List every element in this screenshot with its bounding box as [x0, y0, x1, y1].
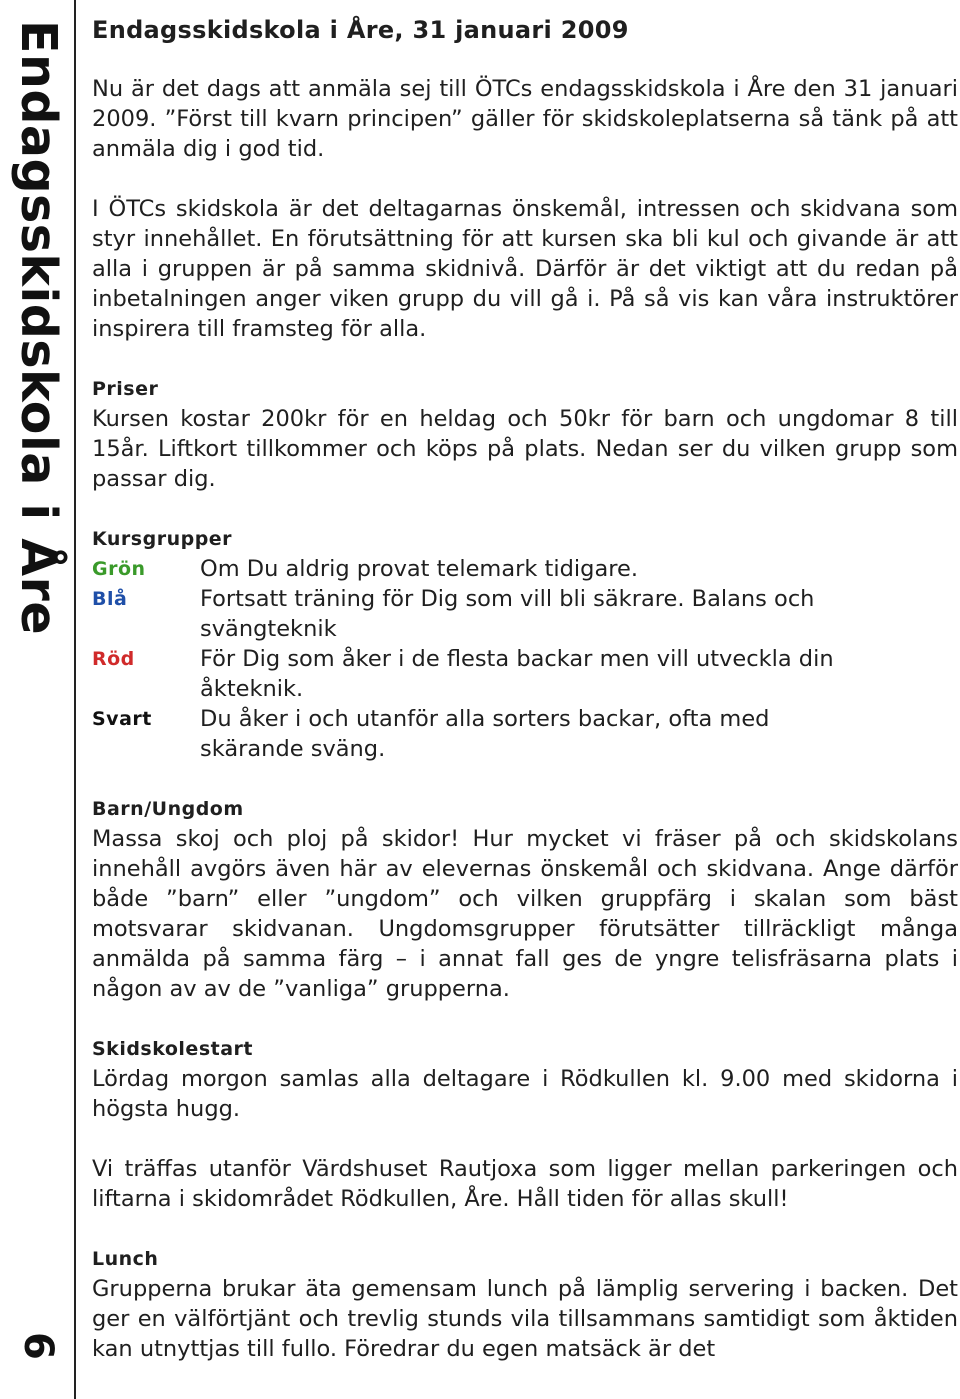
groups-heading: Kursgrupper	[92, 528, 233, 550]
group-row-blue	[92, 584, 958, 644]
group-name-black: Svart	[92, 708, 152, 730]
lunch-paragraph: Grupperna brukar äta gemensam lunch på lämplig servering i backen. Det ger en välförtjänt och trevlig stunds vila tillsammans samtidigt som åktiden kan utnyttjas till fullo. Föredrar du egen matsäck är det	[92, 1276, 958, 1362]
start-paragraph-1: Lördag morgon samlas alla deltagare i Rödkullen kl. 9.00 med skidorna i högsta hugg.	[92, 1066, 958, 1122]
group-desc-black: Du åker i och utanför alla sorters backar, ofta med skärande sväng.	[200, 706, 770, 762]
prices-heading: Priser	[92, 378, 159, 400]
youth-paragraph: Massa skoj och ploj på skidor! Hur mycket vi fräser på och skidskolans innehåll avgörs även här av elevernas önskemål och skidvana. Ange därför både ”barn” eller ”ungdom” och vilken gruppfärg i skalan som bäst motsvarar skidvanan. Ungdomsgrupper förutsätter tillräckligt många anmälda på samma färg – i annat fall ges de yngre telisfräsarna plats i någon av av de ”vanliga” grupperna.	[92, 826, 958, 1002]
page-number: 6	[15, 1332, 61, 1360]
youth-heading: Barn/Ungdom	[92, 798, 244, 820]
lunch-heading: Lunch	[92, 1248, 159, 1270]
group-row-green	[92, 554, 958, 584]
intro-paragraph: Nu är det dags att anmäla sej till ÖTCs endagsskidskola i Åre den 31 januari 2009. ”Först till kvarn principen” gäller för skidskoleplatserna så tänk på att anmäla dig i god tid.	[92, 76, 958, 162]
sidebar-title: Endagsskidskola i Åre	[10, 20, 67, 636]
article	[92, 14, 958, 1364]
group-name-red: Röd	[92, 648, 135, 670]
prices-paragraph: Kursen kostar 200kr för en heldag och 50kr för barn och ungdomar 8 till 15år. Liftkort tillkommer och köps på plats. Nedan ser du vilken grupp som passar dig.	[92, 406, 958, 492]
group-row-red	[92, 644, 958, 704]
vertical-divider	[74, 0, 76, 1399]
group-desc-red: För Dig som åker i de flesta backar men vill utveckla din åkteknik.	[200, 646, 834, 702]
group-name-blue: Blå	[92, 588, 128, 610]
groups-list	[92, 554, 958, 764]
info-paragraph: I ÖTCs skidskola är det deltagarnas önskemål, intressen och skidvana som styr innehållet. En förutsättning för att kursen ska bli kul och givande är att alla i gruppen är på samma skidnivå. Därför är det viktigt att du redan på inbetalningen anger viken grupp du vill gå i. På så vis kan våra instruktörer inspirera till framsteg för alla.	[92, 196, 958, 342]
start-heading: Skidskolestart	[92, 1038, 253, 1060]
group-name-green: Grön	[92, 558, 146, 580]
group-row-black	[92, 704, 958, 764]
article-title: Endagsskidskola i Åre, 31 januari 2009	[92, 16, 629, 44]
start-paragraph-2: Vi träffas utanför Värdshuset Rautjoxa som ligger mellan parkeringen och liftarna i skidområdet Rödkullen, Åre. Håll tiden för allas skull!	[92, 1156, 958, 1212]
group-desc-blue: Fortsatt träning för Dig som vill bli säkrare. Balans och svängteknik	[200, 586, 815, 642]
group-desc-green: Om Du aldrig provat telemark tidigare.	[200, 556, 638, 582]
